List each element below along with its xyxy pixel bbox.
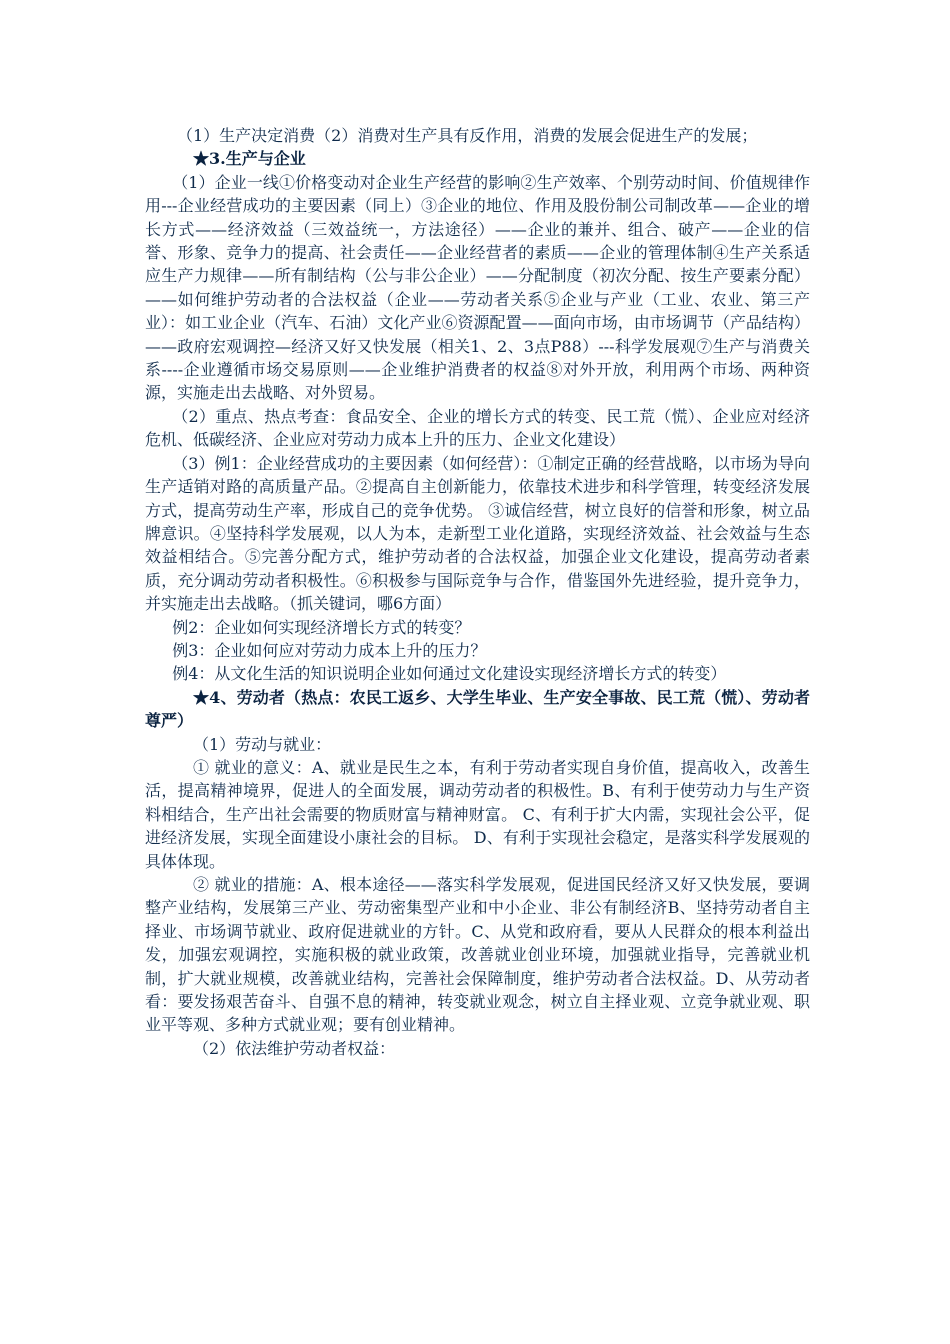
subheading-labor-employment: （1）劳动与就业： [193, 734, 332, 754]
paragraph-enterprise-line: （1）企业一线①价格变动对企业生产经营的影响②生产效率、个别劳动时间、价值规律作用---企业经营成功的主要因素（同上）③企业的地位、作用及股份制公司制改革——企业的增长方式——经济效益（三效益统一，方法途径）——企业的兼并、组合、破产——企业的信誉、形象、竞争力的提高、社会责任——企业经营者的素质——企业的管理体制④生产关系适应生产力规律——所有制结构（公与非公企业）——分配制度（初次分配、按生产要素分配）——如何维护劳动者的合法权益（企业——劳动者关系⑤企业与产业（工业、农业、第三产业）：如工业企业（汽车、石油）文化产业⑥资源配置——面向市场，由市场调节（产品结构）——政府宏观调控—经济又好又快发展（相关1、2、3点P88）---科学发展观⑦生产与消费关系----企业遵循市场交易原则——企业维护消费者的权益⑧对外开放，利用两个市场、两种资源，实施走出去战略、对外贸易。 [145, 172, 810, 403]
paragraph-example-2: 例2：企业如何实现经济增长方式的转变？ [172, 617, 471, 637]
paragraph-example-3: 例3：企业如何应对劳动力成本上升的压力？ [172, 640, 487, 660]
subheading-worker-rights: （2）依法维护劳动者权益： [193, 1038, 396, 1058]
heading-production-enterprise: ★3.生产与企业 [193, 149, 306, 169]
paragraph-production-consumption: （1）生产决定消费（2）消费对生产具有反作用，消费的发展会促进生产的发展； [177, 126, 758, 145]
paragraph-key-points: （2）重点、热点考查：食品安全、企业的增长方式的转变、民工荒（慌）、企业应对经济危机、低碳经济、企业应对劳动力成本上升的压力、企业文化建设） [145, 406, 810, 450]
paragraph-employment-significance: ① 就业的意义：A、就业是民生之本，有利于劳动者实现自身价值，提高收入，改善生活，提高精神境界，促进人的全面发展，调动劳动者的积极性。B、有利于使劳动力与生产资料相结合，生产出社会需要的物质财富与精神财富。 C、有利于扩大内需，实现社会公平，促进经济发展，实现全面建设小康社会的目标。 D、有利于实现社会稳定，是落实科学发展观的具体体现。 [145, 757, 810, 871]
heading-workers: ★4、劳动者（热点：农民工返乡、大学生毕业、生产安全事故、民工荒（慌）、劳动者尊严） [145, 687, 810, 731]
paragraph-example-1: （3）例1：企业经营成功的主要因素（如何经营）：①制定正确的经营战略，以市场为导向生产适销对路的高质量产品。②提高自主创新能力，依靠技术进步和科学管理，转变经济发展方式，提高劳动生产率，形成自己的竞争优势。 ③诚信经营，树立良好的信誉和形象，树立品牌意识。④坚持科学发展观，以人为本，走新型工业化道路，实现经济效益、社会效益与生态效益相结合。⑤完善分配方式，维护劳动者的合法权益，加强企业文化建设，提高劳动者素质，充分调动劳动者积极性。⑥积极参与国际竞争与合作，借鉴国外先进经验，提升竞争力，并实施走出去战略。（抓关键词，哪6方面） [145, 453, 810, 614]
document-page [145, 124, 810, 1060]
paragraph-employment-measures: ② 就业的措施：A、根本途径——落实科学发展观，促进国民经济又好又快发展，要调整产业结构，发展第三产业、劳动密集型产业和中小企业、非公有制经济B、坚持劳动者自主择业、市场调节就业、政府促进就业的方针。C、从党和政府看，要从人民群众的根本利益出发，加强宏观调控，实施积极的就业政策，改善就业创业环境，加强就业指导，完善就业机制，扩大就业规模，改善就业结构，完善社会保障制度，维护劳动者合法权益。D、从劳动者看：要发扬艰苦奋斗、自强不息的精神，转变就业观念，树立自主择业观、立竞争就业观、职业平等观、多种方式就业观；要有创业精神。 [145, 875, 810, 1035]
paragraph-example-4: 例4：从文化生活的知识说明企业如何通过文化建设实现经济增长方式的转变） [172, 664, 727, 684]
